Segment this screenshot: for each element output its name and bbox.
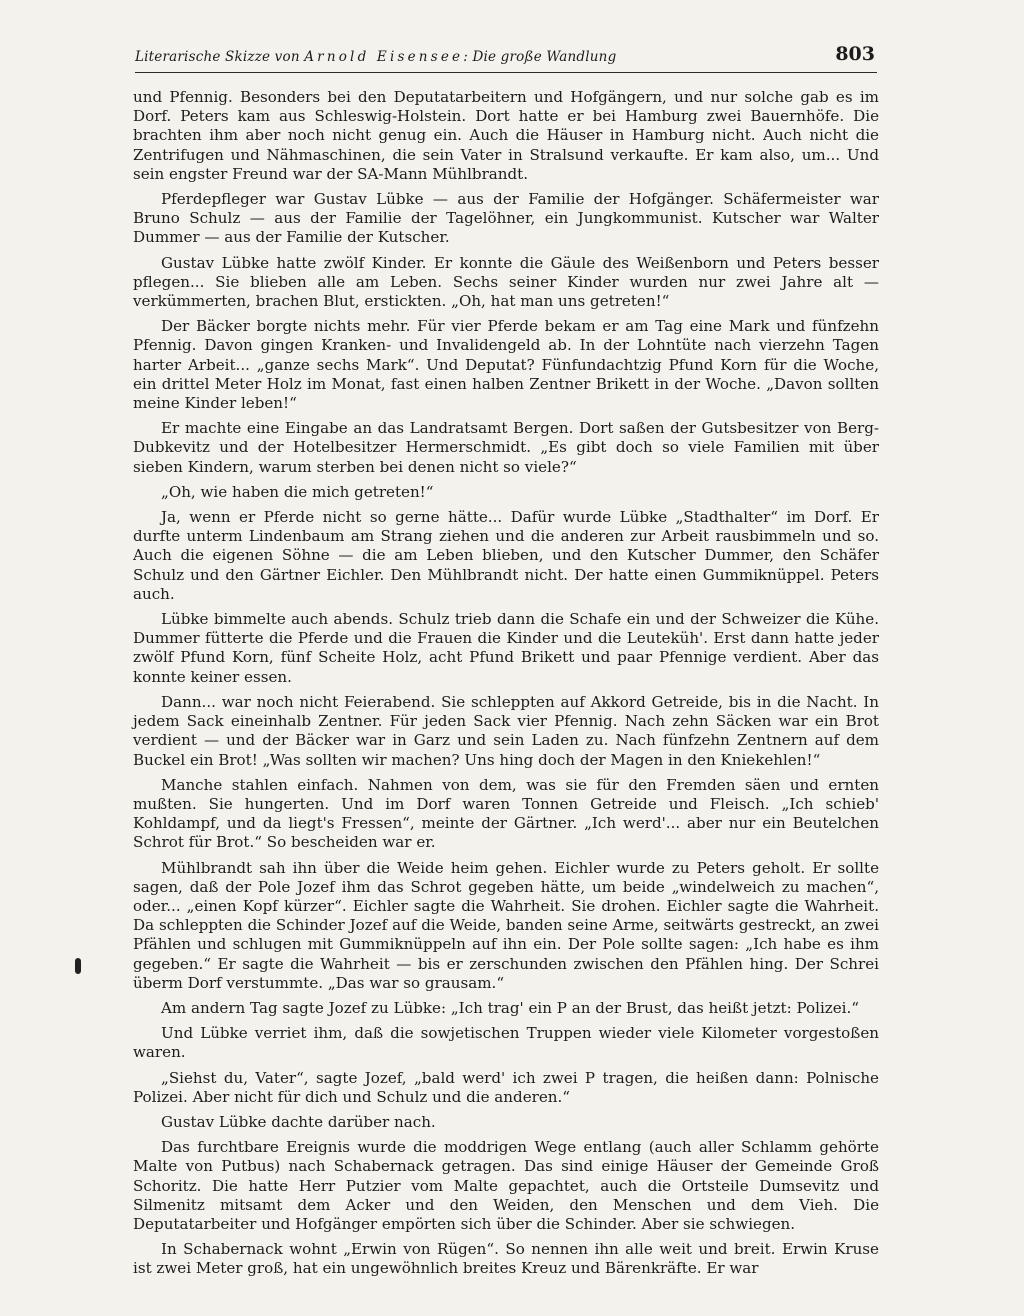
paragraph: Und Lübke verriet ihm, daß die sowjetischen Truppen wieder viele Kilometer vorgestoßen waren. (133, 1024, 879, 1062)
paragraph: Dann... war noch nicht Feierabend. Sie schleppten auf Akkord Getreide, bis in die Nacht. In jedem Sack eineinhalb Zentner. Für jeden Sack vier Pfennig. Nach zehn Säcken war ein Brot verdient — und der Bäcker war in Garz und sein Laden zu. Nach fünfzehn Zentnern auf dem Buckel ein Brot! „Was sollten wir machen? Uns hing doch der Magen in den Kniekehlen!“ (133, 692, 879, 769)
paragraph: und Pfennig. Besonders bei den Deputatarbeitern und Hofgängern, und nur solche gab es im Dorf. Peters kam aus Schleswig-Holstein. Dort hatte er bei Hamburg zwei Bauernhöfe. Die brachten ihm aber noch nicht genug ein. Auch die Häuser in Hamburg nicht. Auch nicht die Zentrifugen und Nähmaschinen, die sein Vater in Stralsund verkaufte. Er kam also, um... Und sein engster Freund war der SA-Mann Mühlbrandt. (133, 88, 879, 183)
body-text (133, 88, 879, 1285)
paragraph: Das furchtbare Ereignis wurde die moddrigen Wege entlang (auch aller Schlamm gehörte Malte von Putbus) nach Schabernack getragen. Das sind einige Häuser der Gemeinde Groß Schoritz. Die hatte Herr Putzier vom Malte gepachtet, auch die Ortsteile Dumsevitz und Silmenitz mitsamt dem Acker und den Weiden, den Menschen und dem Vieh. Die Deputatarbeiter und Hofgänger empörten sich über die Schinder. Aber sie schwiegen. (133, 1138, 879, 1233)
page-number: 803 (835, 43, 875, 65)
header-author: Arnold Eisensee (304, 49, 464, 65)
paragraph: Gustav Lübke dachte darüber nach. (161, 1112, 436, 1131)
header-title-suffix: : Die große Wandlung (463, 49, 617, 65)
paragraph: Pferdepfleger war Gustav Lübke — aus der Familie der Hofgänger. Schäfermeister war Bruno Schulz — aus der Familie der Tagelöhner, ein Jungkommunist. Kutscher war Walter Dummer — aus der Familie der Kutscher. (133, 190, 879, 247)
paragraph: Mühlbrandt sah ihn über die Weide heim gehen. Eichler wurde zu Peters geholt. Er sollte sagen, daß der Pole Jozef ihm das Schrot gegeben hätte, um beide „windelweich zu machen“, oder... „einen Kopf kürzer“. Eichler sagte die Wahrheit. Sie drohen. Eichler sagte die Wahrheit. Da schleppten die Schinder Jozef auf die Weide, banden seine Arme, seitwärts gestreckt, an zwei Pfählen und schlugen mit Gummiknüppeln auf ihn ein. Der Pole sollte sagen: „Ich habe es ihm gegeben.“ Er sagte die Wahrheit — bis er zerschunden zwischen den Pfählen hing. Der Schrei überm Dorf verstummte. „Das war so grausam.“ (133, 858, 879, 992)
paragraph: Er machte eine Eingabe an das Landratsamt Bergen. Dort saßen der Gutsbesitzer von Berg-Dubkevitz und der Hotelbesitzer Hermerschmidt. „Es gibt doch so viele Familien mit über sieben Kindern, warum sterben bei denen nicht so viele?“ (133, 419, 879, 476)
paragraph: Am andern Tag sagte Jozef zu Lübke: „Ich trag' ein P an der Brust, das heißt jetzt: Polizei.“ (161, 998, 860, 1017)
scan-speck (75, 958, 81, 974)
paragraph: „Oh, wie haben die mich getreten!“ (161, 482, 434, 501)
running-header (135, 43, 875, 73)
paragraph: „Siehst du, Vater“, sagte Jozef, „bald werd' ich zwei P tragen, die heißen dann: Polnische Polizei. Aber nicht für dich und Schulz und die anderen.“ (133, 1068, 879, 1106)
paragraph: In Schabernack wohnt „Erwin von Rügen“. So nennen ihn alle weit und breit. Erwin Kruse ist zwei Meter groß, hat ein ungewöhnlich breites Kreuz und Bärenkräfte. Er war (133, 1240, 879, 1278)
paragraph: Ja, wenn er Pferde nicht so gerne hätte... Dafür wurde Lübke „Stadthalter“ im Dorf. Er durfte unterm Lindenbaum am Strang ziehen und die anderen zur Arbeit rausbimmeln und so. Auch die eigenen Söhne — die am Leben blieben, und den Kutscher Dummer, den Schäfer Schulz und den Gärtner Eichler. Den Mühlbrandt nicht. Der hatte einen Gummiknüppel. Peters auch. (133, 508, 879, 603)
paragraph: Der Bäcker borgte nichts mehr. Für vier Pferde bekam er am Tag eine Mark und fünfzehn Pfennig. Davon gingen Kranken- und Invalidengeld ab. In der Lohntüte nach vierzehn Tagen harter Arbeit... „ganze sechs Mark“. Und Deputat? Fünfundachtzig Pfund Korn für die Woche, ein drittel Meter Holz im Monat, fast einen halben Zentner Brikett in der Woche. „Davon sollten meine Kinder leben!“ (133, 317, 879, 413)
header-title-prefix: Literarische Skizze von (135, 49, 305, 65)
header-title (135, 49, 616, 65)
header-rule (135, 72, 877, 73)
paragraph: Gustav Lübke hatte zwölf Kinder. Er konnte die Gäule des Weißenborn und Peters besser pflegen... Sie blieben alle am Leben. Sechs seiner Kinder wurden nur zwei Jahre alt — verkümmerten, brachen Blut, erstickten. „Oh, hat man uns getreten!“ (133, 253, 879, 311)
paragraph: Manche stahlen einfach. Nahmen von dem, was sie für den Fremden säen und ernten mußten. Sie hungerten. Und im Dorf waren Tonnen Getreide und Fleisch. „Ich schieb' Kohldampf, und da liegt's Fressen“, meinte der Gärtner. „Ich werd'... aber nur ein Beutelchen Schrot für Brot.“ So bescheiden war er. (133, 775, 879, 852)
paragraph: Lübke bimmelte auch abends. Schulz trieb dann die Schafe ein und der Schweizer die Kühe. Dummer fütterte die Pferde und die Frauen die Kinder und die Leuteküh'. Erst dann hatte jeder zwölf Pfund Korn, fünf Scheite Holz, acht Pfund Brikett und paar Pfennige verdient. Aber das konnte keiner essen. (133, 610, 879, 686)
